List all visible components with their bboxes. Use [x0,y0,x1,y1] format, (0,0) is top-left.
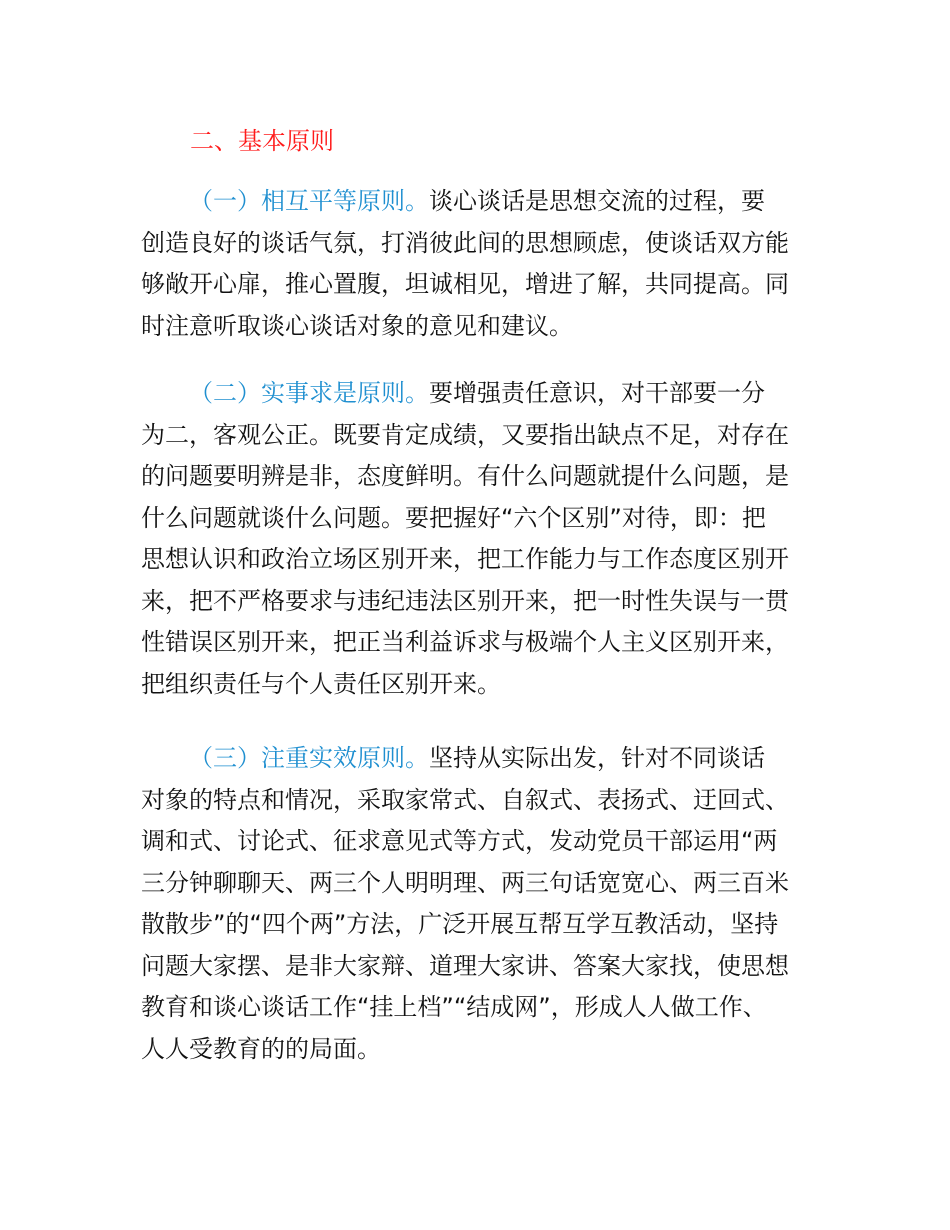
paragraph-line: 散散步”的“四个两”方法，广泛开展互帮互学互教活动，坚持 [141,910,779,938]
paragraph-heading: （三）注重实效原则。 [189,744,429,772]
paragraph-seek-truth [141,373,821,705]
paragraph-line: 性错误区别开来，把正当利益诉求与极端个人主义区别开来， [141,628,789,656]
paragraph-effectiveness [141,738,821,1070]
paragraph-heading: （一）相互平等原则。 [189,187,429,215]
paragraph-first-line [141,738,821,780]
paragraph-line: 时注意听取谈心谈话对象的意见和建议。 [141,311,573,340]
paragraph-line: 对象的特点和情况，采取家常式、自叙式、表扬式、迂回式、 [141,785,789,814]
paragraph-first-line [141,181,821,223]
paragraph-line: 教育和谈心谈话工作“挂上档”“结成网”，形成人人做工作、 [141,993,767,1021]
paragraph-line: 的问题要明辨是非，态度鲜明。有什么问题就提什么问题，是 [141,462,789,490]
paragraph-line: 三分钟聊聊天、两三个人明明理、两三句话宽宽心、两三百米 [141,868,789,897]
paragraph-line: 创造良好的谈话气氛，打消彼此间的思想顾虑，使谈话双方能 [141,228,789,257]
paragraph-text: 谈心谈话是思想交流的过程，要 [429,187,765,215]
paragraph-text: 坚持从实际出发，针对不同谈话 [429,744,765,772]
paragraph-first-line [141,373,821,415]
paragraph-line: 为二，客观公正。既要肯定成绩，又要指出缺点不足，对存在 [141,420,789,449]
paragraph-line: 问题大家摆、是非大家辩、道理大家讲、答案大家找，使思想 [141,951,789,980]
paragraph-line: 思想认识和政治立场区别开来，把工作能力与工作态度区别开 [141,545,789,573]
paragraph-heading: （二）实事求是原则。 [189,379,429,407]
paragraph-line: 把组织责任与个人责任区别开来。 [141,669,501,698]
paragraph-equality [141,181,821,347]
paragraph-line: 够敞开心扉，推心置腹，坦诚相见，增进了解，共同提高。同 [141,270,789,298]
paragraph-text: 要增强责任意识，对干部要一分 [429,379,765,407]
section-title: 二、基本原则 [190,127,334,155]
paragraph-line: 什么问题就谈什么问题。要把握好“六个区别”对待，即：把 [141,503,766,532]
paragraph-line: 人人受教育的的局面。 [141,1034,381,1063]
paragraph-line: 来，把不严格要求与违纪违法区别开来，把一时性失误与一贯 [141,586,789,615]
paragraph-line: 调和式、讨论式、征求意见式等方式，发动党员干部运用“两 [141,827,778,855]
